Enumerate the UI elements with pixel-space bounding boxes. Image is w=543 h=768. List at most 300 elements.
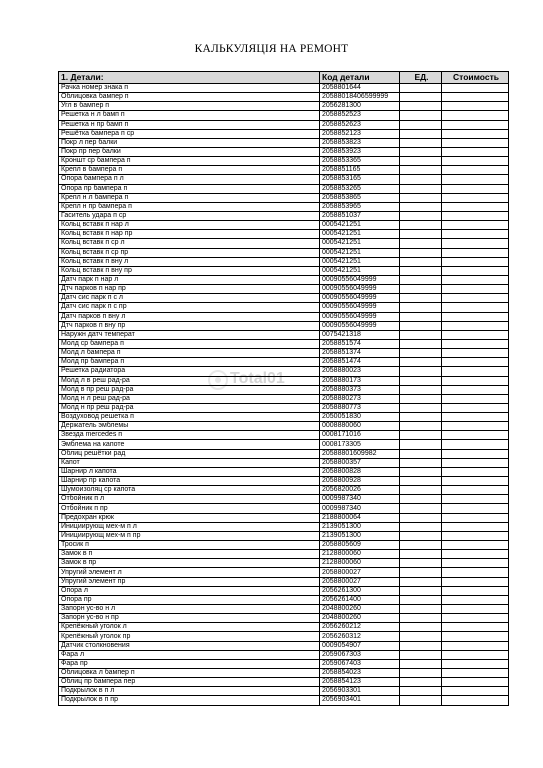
- unit-cell: [400, 102, 442, 111]
- table-row: [59, 349, 509, 358]
- unit-cell: [400, 669, 442, 678]
- unit-cell: [400, 650, 442, 659]
- cost-cell: [442, 385, 509, 394]
- part-code-cell: 20588801609982: [320, 449, 400, 458]
- table-row: [59, 696, 509, 705]
- part-code-cell: 2056903301: [320, 687, 400, 696]
- unit-cell: [400, 312, 442, 321]
- part-code-cell: 2058880023: [320, 367, 400, 376]
- cost-cell: [442, 659, 509, 668]
- unit-cell: [400, 394, 442, 403]
- part-name-cell: Кольц вставк п ср пр: [59, 248, 320, 257]
- cost-cell: [442, 138, 509, 147]
- cost-cell: [442, 559, 509, 568]
- table-row: [59, 266, 509, 275]
- cost-cell: [442, 513, 509, 522]
- cost-cell: [442, 157, 509, 166]
- unit-cell: [400, 623, 442, 632]
- unit-cell: [400, 477, 442, 486]
- cost-cell: [442, 285, 509, 294]
- part-code-cell: 2058800928: [320, 477, 400, 486]
- unit-cell: [400, 285, 442, 294]
- part-name-cell: Датч парк п нар л: [59, 275, 320, 284]
- cost-cell: [442, 541, 509, 550]
- part-code-cell: 2058853265: [320, 184, 400, 193]
- table-row: [59, 147, 509, 156]
- unit-cell: [400, 614, 442, 623]
- unit-cell: [400, 595, 442, 604]
- part-code-cell: 2056903401: [320, 696, 400, 705]
- cost-cell: [442, 120, 509, 129]
- part-name-cell: Молд в пр реш рад-ра: [59, 385, 320, 394]
- part-code-cell: 2058852623: [320, 120, 400, 129]
- cost-cell: [442, 605, 509, 614]
- table-row: [59, 669, 509, 678]
- cost-cell: [442, 303, 509, 312]
- part-code-cell: 20588018406599999: [320, 93, 400, 102]
- table-body: [59, 84, 509, 706]
- table-row: [59, 166, 509, 175]
- unit-cell: [400, 266, 442, 275]
- unit-cell: [400, 486, 442, 495]
- part-name-cell: Эмблема на капоте: [59, 440, 320, 449]
- table-row: [59, 339, 509, 348]
- cost-cell: [442, 202, 509, 211]
- table-row: [59, 330, 509, 339]
- part-code-cell: 00090556049999: [320, 303, 400, 312]
- unit-cell: [400, 422, 442, 431]
- cost-cell: [442, 84, 509, 93]
- part-name-cell: Молд л в реш рад-ра: [59, 376, 320, 385]
- part-name-cell: Решётка бампера п ср: [59, 129, 320, 138]
- unit-cell: [400, 577, 442, 586]
- part-name-cell: Кольц вставк п нар л: [59, 221, 320, 230]
- unit-cell: [400, 541, 442, 550]
- unit-cell: [400, 349, 442, 358]
- table-row: [59, 84, 509, 93]
- unit-cell: [400, 84, 442, 93]
- unit-cell: [400, 440, 442, 449]
- cost-cell: [442, 129, 509, 138]
- unit-cell: [400, 202, 442, 211]
- part-code-cell: 2058805609: [320, 541, 400, 550]
- part-name-cell: Молд н пр реш рад-ра: [59, 403, 320, 412]
- unit-cell: [400, 330, 442, 339]
- part-code-cell: 2058853923: [320, 147, 400, 156]
- cost-cell: [442, 376, 509, 385]
- part-name-cell: Подкрылок в п пр: [59, 696, 320, 705]
- part-code-cell: 2056281300: [320, 102, 400, 111]
- cost-cell: [442, 669, 509, 678]
- table-row: [59, 257, 509, 266]
- part-code-cell: 2058851574: [320, 339, 400, 348]
- part-code-cell: 0005421251: [320, 266, 400, 275]
- part-name-cell: Решетка н л бамп п: [59, 111, 320, 120]
- part-name-cell: Дтч парков п нар пр: [59, 285, 320, 294]
- cost-cell: [442, 248, 509, 257]
- unit-cell: [400, 275, 442, 284]
- part-name-cell: Облицовка л бампер п: [59, 669, 320, 678]
- cost-cell: [442, 321, 509, 330]
- cost-cell: [442, 275, 509, 284]
- part-code-cell: 2058854123: [320, 678, 400, 687]
- part-code-cell: 00090556049999: [320, 285, 400, 294]
- unit-cell: [400, 257, 442, 266]
- part-name-cell: Опора пр: [59, 595, 320, 604]
- part-name-cell: Датч сис парк п с пр: [59, 303, 320, 312]
- table-row: [59, 394, 509, 403]
- part-code-cell: 2056261400: [320, 595, 400, 604]
- table-header-row: [59, 72, 509, 84]
- cost-cell: [442, 403, 509, 412]
- column-header-part-code: Код детали: [320, 72, 400, 84]
- part-name-cell: Воздуховод решетка п: [59, 413, 320, 422]
- table-row: [59, 531, 509, 540]
- table-row: [59, 577, 509, 586]
- table-row: [59, 650, 509, 659]
- cost-cell: [442, 449, 509, 458]
- unit-cell: [400, 230, 442, 239]
- part-name-cell: Молд ср бампера п: [59, 339, 320, 348]
- unit-cell: [400, 358, 442, 367]
- part-code-cell: 0009054907: [320, 641, 400, 650]
- cost-cell: [442, 175, 509, 184]
- table-row: [59, 440, 509, 449]
- table-row: [59, 595, 509, 604]
- part-code-cell: 2058800828: [320, 467, 400, 476]
- table-row: [59, 467, 509, 476]
- unit-cell: [400, 321, 442, 330]
- part-code-cell: 2128800060: [320, 550, 400, 559]
- table-row: [59, 568, 509, 577]
- part-code-cell: 2058851374: [320, 349, 400, 358]
- part-code-cell: 00090556049999: [320, 275, 400, 284]
- cost-cell: [442, 531, 509, 540]
- table-row: [59, 230, 509, 239]
- table-row: [59, 504, 509, 513]
- part-name-cell: Кольц вставк п ср л: [59, 239, 320, 248]
- part-code-cell: 2128800060: [320, 559, 400, 568]
- part-name-cell: Кольц вставк п нар пр: [59, 230, 320, 239]
- cost-cell: [442, 147, 509, 156]
- table-row: [59, 138, 509, 147]
- table-row: [59, 522, 509, 531]
- unit-cell: [400, 303, 442, 312]
- unit-cell: [400, 339, 442, 348]
- part-code-cell: 2058800357: [320, 458, 400, 467]
- part-code-cell: 2058853365: [320, 157, 400, 166]
- table-row: [59, 422, 509, 431]
- part-code-cell: 2058851165: [320, 166, 400, 175]
- table-row: [59, 541, 509, 550]
- part-code-cell: 2058880773: [320, 403, 400, 412]
- table-row: [59, 550, 509, 559]
- table-row: [59, 659, 509, 668]
- unit-cell: [400, 147, 442, 156]
- cost-cell: [442, 678, 509, 687]
- cost-cell: [442, 339, 509, 348]
- part-code-cell: 0005421251: [320, 248, 400, 257]
- cost-cell: [442, 550, 509, 559]
- table-row: [59, 111, 509, 120]
- part-code-cell: 0005421251: [320, 257, 400, 266]
- part-name-cell: Дтч парков п вну пр: [59, 321, 320, 330]
- unit-cell: [400, 248, 442, 257]
- unit-cell: [400, 111, 442, 120]
- table-row: [59, 614, 509, 623]
- unit-cell: [400, 495, 442, 504]
- part-name-cell: Отбойник п л: [59, 495, 320, 504]
- part-name-cell: Датч парков п вну л: [59, 312, 320, 321]
- cost-cell: [442, 422, 509, 431]
- part-code-cell: 0005421251: [320, 239, 400, 248]
- unit-cell: [400, 605, 442, 614]
- table-row: [59, 559, 509, 568]
- part-code-cell: 2058800027: [320, 568, 400, 577]
- unit-cell: [400, 403, 442, 412]
- table-row: [59, 239, 509, 248]
- part-name-cell: Упругий элемент пр: [59, 577, 320, 586]
- cost-cell: [442, 367, 509, 376]
- cost-cell: [442, 431, 509, 440]
- unit-cell: [400, 239, 442, 248]
- unit-cell: [400, 586, 442, 595]
- table-row: [59, 129, 509, 138]
- part-code-cell: 2058852123: [320, 129, 400, 138]
- table-row: [59, 367, 509, 376]
- part-code-cell: 2056261300: [320, 586, 400, 595]
- part-name-cell: Шарнир л капота: [59, 467, 320, 476]
- table-row: [59, 93, 509, 102]
- part-name-cell: Упругий элемент л: [59, 568, 320, 577]
- part-code-cell: 2059067303: [320, 650, 400, 659]
- part-code-cell: 00090556049999: [320, 294, 400, 303]
- part-code-cell: 2058800027: [320, 577, 400, 586]
- part-code-cell: 00090556049999: [320, 312, 400, 321]
- part-code-cell: 2048800260: [320, 614, 400, 623]
- part-code-cell: 2056260212: [320, 623, 400, 632]
- part-name-cell: Угл в бампер п: [59, 102, 320, 111]
- table-row: [59, 586, 509, 595]
- cost-cell: [442, 294, 509, 303]
- unit-cell: [400, 221, 442, 230]
- part-code-cell: 2058854023: [320, 669, 400, 678]
- table-row: [59, 477, 509, 486]
- cost-cell: [442, 330, 509, 339]
- parts-table: [58, 71, 509, 706]
- part-code-cell: 2058853965: [320, 202, 400, 211]
- unit-cell: [400, 696, 442, 705]
- unit-cell: [400, 522, 442, 531]
- part-code-cell: 2059067403: [320, 659, 400, 668]
- cost-cell: [442, 650, 509, 659]
- part-name-cell: Рачка номер знака п: [59, 84, 320, 93]
- part-name-cell: Шарнир пр капота: [59, 477, 320, 486]
- table-row: [59, 312, 509, 321]
- cost-cell: [442, 166, 509, 175]
- unit-cell: [400, 449, 442, 458]
- part-code-cell: 0008171016: [320, 431, 400, 440]
- table-row: [59, 687, 509, 696]
- part-name-cell: Кольц вставк п вну пр: [59, 266, 320, 275]
- cost-cell: [442, 477, 509, 486]
- cost-cell: [442, 440, 509, 449]
- table-row: [59, 184, 509, 193]
- part-name-cell: Гаситель удара п ср: [59, 211, 320, 220]
- part-name-cell: Опора л: [59, 586, 320, 595]
- unit-cell: [400, 294, 442, 303]
- cost-cell: [442, 221, 509, 230]
- part-code-cell: 2058853865: [320, 193, 400, 202]
- unit-cell: [400, 431, 442, 440]
- cost-cell: [442, 522, 509, 531]
- part-code-cell: 2188800064: [320, 513, 400, 522]
- unit-cell: [400, 632, 442, 641]
- cost-cell: [442, 312, 509, 321]
- cost-cell: [442, 687, 509, 696]
- cost-cell: [442, 413, 509, 422]
- part-code-cell: 2048800260: [320, 605, 400, 614]
- column-header-cost: Стоимость: [442, 72, 509, 84]
- table-row: [59, 211, 509, 220]
- part-name-cell: Крепл н л бампера п: [59, 193, 320, 202]
- cost-cell: [442, 230, 509, 239]
- part-code-cell: 0009987340: [320, 495, 400, 504]
- part-name-cell: Инициирующ мех-м п пр: [59, 531, 320, 540]
- part-name-cell: Капот: [59, 458, 320, 467]
- part-name-cell: Крепл в бампера п: [59, 166, 320, 175]
- cost-cell: [442, 568, 509, 577]
- part-code-cell: 2058880373: [320, 385, 400, 394]
- part-code-cell: 0009987340: [320, 504, 400, 513]
- unit-cell: [400, 467, 442, 476]
- table-row: [59, 449, 509, 458]
- part-name-cell: Покр пр пер балки: [59, 147, 320, 156]
- cost-cell: [442, 193, 509, 202]
- part-code-cell: 2058880173: [320, 376, 400, 385]
- part-name-cell: Отбойник п пр: [59, 504, 320, 513]
- part-code-cell: 2058880273: [320, 394, 400, 403]
- part-code-cell: 0008173305: [320, 440, 400, 449]
- part-name-cell: Молд пр бампера п: [59, 358, 320, 367]
- unit-cell: [400, 376, 442, 385]
- table-row: [59, 458, 509, 467]
- part-name-cell: Решетка н пр бамп п: [59, 120, 320, 129]
- part-name-cell: Крепёжный уголок пр: [59, 632, 320, 641]
- cost-cell: [442, 486, 509, 495]
- unit-cell: [400, 413, 442, 422]
- part-code-cell: 2058853823: [320, 138, 400, 147]
- cost-cell: [442, 211, 509, 220]
- column-header-details: 1. Детали:: [59, 72, 320, 84]
- table-row: [59, 413, 509, 422]
- part-code-cell: 2056820026: [320, 486, 400, 495]
- unit-cell: [400, 458, 442, 467]
- cost-cell: [442, 623, 509, 632]
- table-row: [59, 623, 509, 632]
- part-name-cell: Шумоизоляц ср капота: [59, 486, 320, 495]
- unit-cell: [400, 129, 442, 138]
- part-name-cell: Тросик п: [59, 541, 320, 550]
- part-name-cell: Фара л: [59, 650, 320, 659]
- unit-cell: [400, 184, 442, 193]
- part-name-cell: Запорн ус-во н л: [59, 605, 320, 614]
- unit-cell: [400, 659, 442, 668]
- unit-cell: [400, 513, 442, 522]
- table-row: [59, 303, 509, 312]
- part-name-cell: Фара пр: [59, 659, 320, 668]
- table-row: [59, 513, 509, 522]
- part-code-cell: 2058853165: [320, 175, 400, 184]
- table-row: [59, 321, 509, 330]
- cost-cell: [442, 266, 509, 275]
- unit-cell: [400, 678, 442, 687]
- part-name-cell: Крепёжный уголок л: [59, 623, 320, 632]
- table-row: [59, 275, 509, 284]
- part-name-cell: Держатель эмблемы: [59, 422, 320, 431]
- cost-cell: [442, 458, 509, 467]
- part-code-cell: 0008880060: [320, 422, 400, 431]
- cost-cell: [442, 467, 509, 476]
- cost-cell: [442, 184, 509, 193]
- part-name-cell: Крепл н пр бампера п: [59, 202, 320, 211]
- table-row: [59, 358, 509, 367]
- table-row: [59, 248, 509, 257]
- unit-cell: [400, 550, 442, 559]
- unit-cell: [400, 687, 442, 696]
- cost-cell: [442, 257, 509, 266]
- cost-cell: [442, 349, 509, 358]
- unit-cell: [400, 568, 442, 577]
- unit-cell: [400, 504, 442, 513]
- table-row: [59, 102, 509, 111]
- part-name-cell: Облиц пр бампера пер: [59, 678, 320, 687]
- table-row: [59, 294, 509, 303]
- part-code-cell: 0075421318: [320, 330, 400, 339]
- table-row: [59, 605, 509, 614]
- cost-cell: [442, 614, 509, 623]
- part-name-cell: Молд н л реш рад-ра: [59, 394, 320, 403]
- unit-cell: [400, 120, 442, 129]
- unit-cell: [400, 531, 442, 540]
- cost-cell: [442, 93, 509, 102]
- unit-cell: [400, 367, 442, 376]
- unit-cell: [400, 138, 442, 147]
- part-name-cell: Подкрылок в п л: [59, 687, 320, 696]
- table-row: [59, 641, 509, 650]
- unit-cell: [400, 641, 442, 650]
- cost-cell: [442, 586, 509, 595]
- table-row: [59, 385, 509, 394]
- part-name-cell: Кроншт ср бампера п: [59, 157, 320, 166]
- table-row: [59, 221, 509, 230]
- table-row: [59, 175, 509, 184]
- watermark-text: Total01: [230, 370, 285, 387]
- part-name-cell: Опора бампера п л: [59, 175, 320, 184]
- cost-cell: [442, 495, 509, 504]
- unit-cell: [400, 166, 442, 175]
- part-code-cell: 2058852523: [320, 111, 400, 120]
- unit-cell: [400, 157, 442, 166]
- cost-cell: [442, 358, 509, 367]
- cost-cell: [442, 394, 509, 403]
- part-code-cell: 2139051300: [320, 522, 400, 531]
- part-code-cell: 2058851037: [320, 211, 400, 220]
- cost-cell: [442, 641, 509, 650]
- part-code-cell: 2139051300: [320, 531, 400, 540]
- unit-cell: [400, 559, 442, 568]
- cost-cell: [442, 504, 509, 513]
